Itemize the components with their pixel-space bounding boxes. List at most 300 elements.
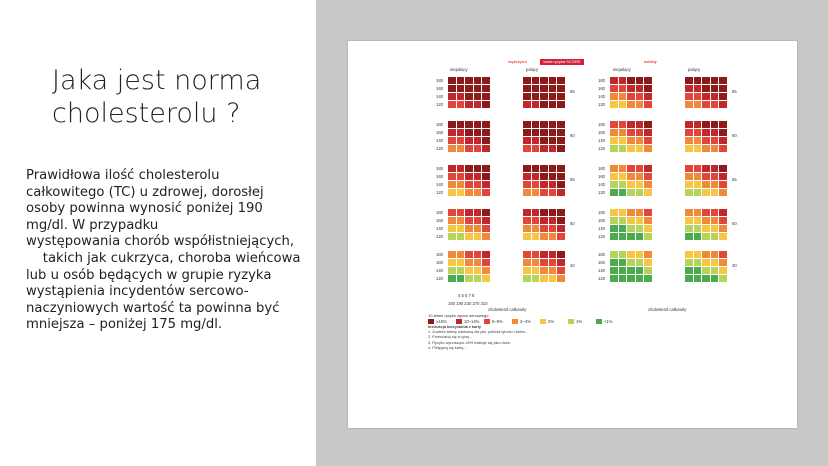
risk-cell: [685, 233, 693, 240]
risk-cell: [523, 101, 531, 108]
sbp-label: 180: [598, 78, 605, 83]
risk-cell: [694, 251, 702, 258]
risk-cell: [627, 121, 635, 128]
risk-cell: [457, 233, 465, 240]
risk-cell: [532, 275, 540, 282]
risk-cell: [549, 77, 557, 84]
risk-cell: [711, 137, 719, 144]
score-chart-tag: karta ryzyka SCORE: [540, 59, 584, 65]
sbp-label: 180: [598, 252, 605, 257]
risk-cell: [694, 209, 702, 216]
risk-cell: [482, 189, 490, 196]
risk-cell: [702, 275, 710, 282]
age-label: 50: [570, 221, 575, 226]
risk-cell: [702, 129, 710, 136]
risk-cell: [619, 101, 627, 108]
sbp-label: 160: [436, 86, 443, 91]
sbp-label: 120: [436, 146, 443, 151]
risk-cell: [719, 275, 727, 282]
risk-cell: [610, 267, 618, 274]
risk-cell: [523, 129, 531, 136]
risk-cell: [685, 145, 693, 152]
sbp-label: 160: [436, 130, 443, 135]
risk-cell: [619, 129, 627, 136]
risk-cell: [557, 145, 565, 152]
age-label: 65: [570, 89, 575, 94]
risk-cell: [619, 217, 627, 224]
risk-cell: [702, 209, 710, 216]
risk-cell: [549, 181, 557, 188]
risk-cell: [523, 267, 531, 274]
risk-cell: [482, 93, 490, 100]
risk-cell: [719, 259, 727, 266]
risk-cell: [702, 165, 710, 172]
risk-cell: [644, 275, 652, 282]
risk-cell: [540, 259, 548, 266]
risk-cell: [474, 217, 482, 224]
risk-cell: [619, 173, 627, 180]
risk-cell: [694, 189, 702, 196]
risk-cell: [711, 209, 719, 216]
risk-cell: [644, 137, 652, 144]
risk-cell: [474, 275, 482, 282]
risk-cell: [523, 275, 531, 282]
risk-cell: [685, 165, 693, 172]
sbp-label: 160: [598, 218, 605, 223]
risk-cell: [685, 267, 693, 274]
risk-cell: [474, 129, 482, 136]
risk-cell: [557, 233, 565, 240]
risk-cell: [636, 77, 644, 84]
risk-cell: [523, 251, 531, 258]
risk-cell: [702, 259, 710, 266]
risk-cell: [627, 137, 635, 144]
risk-cell: [636, 189, 644, 196]
risk-cell: [457, 259, 465, 266]
risk-cell: [465, 93, 473, 100]
risk-cell: [619, 275, 627, 282]
risk-cell: [457, 275, 465, 282]
risk-cell: [636, 121, 644, 128]
risk-cell: [694, 181, 702, 188]
sbp-label: 140: [436, 94, 443, 99]
risk-cell: [719, 137, 727, 144]
label-women: kobiety: [644, 59, 657, 64]
risk-cell: [465, 209, 473, 216]
risk-cell: [719, 267, 727, 274]
risk-cell: [711, 129, 719, 136]
sbp-label: 160: [598, 86, 605, 91]
risk-cell: [482, 165, 490, 172]
risk-cell: [465, 217, 473, 224]
slide-title: Jaka jest norma cholesterolu ?: [52, 65, 262, 129]
risk-cell: [549, 85, 557, 92]
risk-cell: [719, 181, 727, 188]
risk-cell: [557, 137, 565, 144]
age-label: 55: [732, 177, 737, 182]
risk-cell: [448, 225, 456, 232]
risk-cell: [711, 173, 719, 180]
sbp-label: 120: [598, 190, 605, 195]
sbp-label: 120: [436, 234, 443, 239]
risk-cell: [644, 217, 652, 224]
score-chart-image: [348, 41, 797, 428]
legend-swatch: [568, 319, 574, 324]
risk-cell: [711, 233, 719, 240]
risk-cell: [627, 85, 635, 92]
risk-cell: [719, 101, 727, 108]
risk-cell: [610, 77, 618, 84]
risk-cell: [448, 165, 456, 172]
risk-cell: [540, 165, 548, 172]
risk-cell: [474, 77, 482, 84]
risk-cell: [644, 189, 652, 196]
risk-cell: [474, 173, 482, 180]
legend-swatch: [512, 319, 518, 324]
risk-cell: [619, 85, 627, 92]
risk-cell: [448, 93, 456, 100]
risk-cell: [644, 251, 652, 258]
risk-cell: [610, 217, 618, 224]
risk-cell: [694, 259, 702, 266]
age-label: 60: [732, 133, 737, 138]
risk-cell: [711, 251, 719, 258]
risk-cell: [549, 259, 557, 266]
risk-cell: [549, 189, 557, 196]
risk-cell: [448, 233, 456, 240]
risk-cell: [465, 101, 473, 108]
risk-cell: [711, 225, 719, 232]
risk-cell: [685, 129, 693, 136]
risk-cell: [532, 251, 540, 258]
sbp-label: 140: [598, 226, 605, 231]
risk-cell: [627, 101, 635, 108]
risk-cell: [619, 145, 627, 152]
risk-cell: [711, 93, 719, 100]
risk-cell: [474, 137, 482, 144]
legend-label: 2%: [548, 319, 555, 324]
risk-cell: [694, 101, 702, 108]
risk-cell: [523, 225, 531, 232]
risk-cell: [702, 189, 710, 196]
label-men-nonsmoker: niepalący: [450, 67, 468, 72]
risk-cell: [719, 129, 727, 136]
sbp-label: 120: [598, 234, 605, 239]
risk-cell: [523, 137, 531, 144]
risk-cell: [610, 225, 618, 232]
risk-cell: [711, 165, 719, 172]
risk-cell: [523, 85, 531, 92]
risk-cell: [465, 275, 473, 282]
risk-cell: [557, 85, 565, 92]
risk-cell: [702, 85, 710, 92]
risk-cell: [702, 77, 710, 84]
risk-cell: [685, 259, 693, 266]
risk-cell: [549, 121, 557, 128]
risk-cell: [532, 121, 540, 128]
risk-cell: [540, 137, 548, 144]
risk-cell: [448, 137, 456, 144]
risk-cell: [465, 129, 473, 136]
risk-cell: [719, 121, 727, 128]
risk-cell: [474, 121, 482, 128]
risk-cell: [482, 259, 490, 266]
risk-cell: [644, 145, 652, 152]
risk-cell: [448, 101, 456, 108]
risk-cell: [465, 121, 473, 128]
risk-cell: [457, 165, 465, 172]
risk-cell: [457, 217, 465, 224]
risk-cell: [702, 267, 710, 274]
risk-cell: [685, 93, 693, 100]
risk-cell: [465, 233, 473, 240]
risk-cell: [711, 181, 719, 188]
risk-cell: [619, 165, 627, 172]
risk-cell: [474, 165, 482, 172]
risk-cell: [644, 129, 652, 136]
risk-cell: [540, 267, 548, 274]
risk-cell: [532, 181, 540, 188]
risk-cell: [549, 251, 557, 258]
risk-cell: [523, 93, 531, 100]
risk-cell: [711, 259, 719, 266]
risk-cell: [610, 121, 618, 128]
risk-cell: [636, 217, 644, 224]
risk-cell: [694, 137, 702, 144]
risk-cell: [448, 85, 456, 92]
legend-swatch: [456, 319, 462, 324]
sbp-label: 160: [436, 260, 443, 265]
risk-cell: [557, 267, 565, 274]
sbp-label: 140: [598, 268, 605, 273]
risk-cell: [474, 225, 482, 232]
risk-cell: [636, 129, 644, 136]
risk-cell: [694, 121, 702, 128]
risk-cell: [627, 165, 635, 172]
risk-cell: [465, 251, 473, 258]
risk-cell: [457, 129, 465, 136]
risk-cell: [619, 189, 627, 196]
risk-cell: [457, 101, 465, 108]
risk-cell: [702, 101, 710, 108]
risk-cell: [694, 93, 702, 100]
sbp-label: 160: [598, 260, 605, 265]
risk-cell: [474, 101, 482, 108]
risk-cell: [694, 77, 702, 84]
legend-label: 10–14%: [464, 319, 480, 324]
risk-cell: [457, 173, 465, 180]
risk-cell: [557, 77, 565, 84]
risk-cell: [549, 173, 557, 180]
risk-cell: [532, 189, 540, 196]
risk-cell: [644, 259, 652, 266]
risk-cell: [619, 77, 627, 84]
risk-cell: [685, 77, 693, 84]
sbp-label: 140: [436, 138, 443, 143]
risk-cell: [627, 275, 635, 282]
risk-cell: [627, 251, 635, 258]
risk-cell: [465, 181, 473, 188]
risk-cell: [557, 173, 565, 180]
risk-cell: [482, 251, 490, 258]
risk-cell: [702, 121, 710, 128]
risk-cell: [532, 77, 540, 84]
risk-cell: [549, 267, 557, 274]
mmol-axis: 4 5 6 7 8: [458, 293, 475, 298]
risk-cell: [711, 145, 719, 152]
risk-cell: [719, 173, 727, 180]
risk-cell: [619, 259, 627, 266]
risk-cell: [474, 181, 482, 188]
risk-cell: [619, 137, 627, 144]
risk-cell: [636, 93, 644, 100]
risk-cell: [711, 267, 719, 274]
notes-title: Instrukcja korzystania z karty: [428, 325, 481, 329]
risk-cell: [644, 77, 652, 84]
risk-cell: [719, 217, 727, 224]
risk-cell: [523, 165, 531, 172]
risk-cell: [557, 121, 565, 128]
risk-cell: [711, 189, 719, 196]
risk-cell: [465, 173, 473, 180]
risk-cell: [644, 267, 652, 274]
risk-cell: [557, 165, 565, 172]
risk-cell: [549, 101, 557, 108]
risk-cell: [636, 145, 644, 152]
risk-cell: [549, 217, 557, 224]
risk-cell: [644, 85, 652, 92]
risk-cell: [627, 209, 635, 216]
risk-cell: [644, 121, 652, 128]
risk-cell: [448, 181, 456, 188]
risk-cell: [557, 181, 565, 188]
slide-text-area: [0, 0, 316, 466]
risk-cell: [474, 233, 482, 240]
risk-cell: [457, 251, 465, 258]
risk-cell: [636, 251, 644, 258]
risk-cell: [719, 85, 727, 92]
risk-cell: [644, 181, 652, 188]
sbp-label: 120: [598, 146, 605, 151]
risk-cell: [549, 165, 557, 172]
risk-cell: [482, 145, 490, 152]
risk-cell: [719, 77, 727, 84]
risk-cell: [482, 137, 490, 144]
risk-cell: [610, 93, 618, 100]
risk-cell: [540, 101, 548, 108]
risk-cell: [540, 145, 548, 152]
risk-cell: [465, 77, 473, 84]
risk-cell: [474, 267, 482, 274]
risk-cell: [448, 121, 456, 128]
risk-cell: [644, 209, 652, 216]
risk-cell: [457, 121, 465, 128]
risk-cell: [557, 209, 565, 216]
risk-cell: [610, 165, 618, 172]
sbp-label: 160: [436, 174, 443, 179]
legend-label: 3–4%: [520, 319, 531, 324]
risk-cell: [523, 181, 531, 188]
risk-cell: [523, 77, 531, 84]
risk-cell: [532, 93, 540, 100]
risk-cell: [719, 225, 727, 232]
risk-cell: [474, 85, 482, 92]
risk-cell: [532, 209, 540, 216]
risk-cell: [448, 189, 456, 196]
risk-cell: [549, 275, 557, 282]
risk-cell: [627, 173, 635, 180]
risk-cell: [610, 129, 618, 136]
sbp-label: 180: [598, 166, 605, 171]
risk-cell: [549, 137, 557, 144]
risk-cell: [448, 129, 456, 136]
risk-cell: [610, 189, 618, 196]
risk-cell: [627, 145, 635, 152]
risk-cell: [465, 137, 473, 144]
risk-cell: [523, 217, 531, 224]
risk-cell: [619, 93, 627, 100]
age-label: 40: [570, 263, 575, 268]
risk-cell: [482, 217, 490, 224]
risk-cell: [482, 233, 490, 240]
risk-cell: [448, 209, 456, 216]
risk-cell: [482, 101, 490, 108]
risk-cell: [719, 209, 727, 216]
risk-cell: [465, 145, 473, 152]
risk-cell: [636, 181, 644, 188]
risk-cell: [465, 189, 473, 196]
risk-cell: [540, 173, 548, 180]
risk-cell: [619, 267, 627, 274]
risk-cell: [557, 225, 565, 232]
risk-cell: [540, 251, 548, 258]
risk-cell: [685, 173, 693, 180]
risk-cell: [644, 225, 652, 232]
mgdl-axis: 150 190 230 270 310: [448, 301, 488, 306]
risk-cell: [482, 85, 490, 92]
risk-cell: [448, 251, 456, 258]
risk-cell: [711, 85, 719, 92]
risk-cell: [610, 275, 618, 282]
sbp-label: 160: [598, 130, 605, 135]
risk-cell: [685, 137, 693, 144]
risk-cell: [619, 251, 627, 258]
risk-cell: [685, 225, 693, 232]
risk-cell: [532, 217, 540, 224]
risk-cell: [685, 181, 693, 188]
risk-cell: [549, 93, 557, 100]
risk-cell: [685, 101, 693, 108]
risk-cell: [457, 137, 465, 144]
risk-cell: [465, 85, 473, 92]
risk-cell: [627, 217, 635, 224]
age-label: 40: [732, 263, 737, 268]
age-label: 50: [732, 221, 737, 226]
risk-cell: [644, 165, 652, 172]
risk-cell: [702, 173, 710, 180]
chol-axis-label: cholesterol całkowity: [488, 307, 527, 312]
risk-cell: [685, 189, 693, 196]
risk-cell: [694, 129, 702, 136]
risk-cell: [540, 275, 548, 282]
risk-cell: [702, 181, 710, 188]
risk-cell: [636, 233, 644, 240]
risk-cell: [627, 267, 635, 274]
risk-cell: [474, 189, 482, 196]
sbp-label: 180: [436, 166, 443, 171]
risk-cell: [610, 209, 618, 216]
risk-cell: [702, 93, 710, 100]
